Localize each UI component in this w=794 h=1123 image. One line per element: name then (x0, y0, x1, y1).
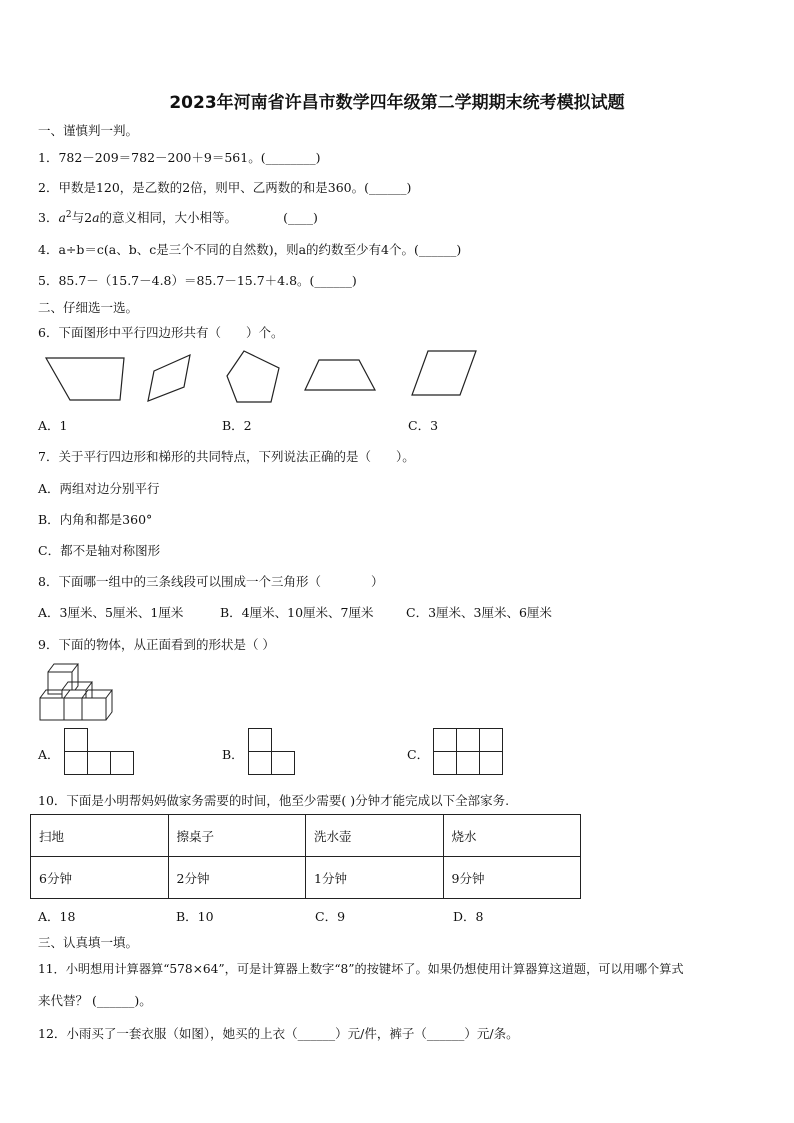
q3-variable-a: a (58, 210, 66, 225)
question-11-line-2: 来代替？ (______)。 (38, 993, 152, 1008)
q10-option-a[interactable]: A．18 (38, 909, 76, 924)
chores-table (30, 814, 581, 899)
q6-option-a[interactable]: A．1 (38, 418, 68, 433)
question-4: 4．a÷b＝c(a、b、c是三个不同的自然数)，则a的约数至少有4个。(______) (38, 242, 462, 257)
q10-option-b[interactable]: B．10 (176, 909, 214, 924)
q8-option-b[interactable]: B．4厘米、10厘米、7厘米 (220, 605, 374, 620)
q10-option-d[interactable]: D．8 (453, 909, 484, 924)
pentagon-shape (225, 349, 283, 405)
q9-option-a[interactable]: A． (38, 747, 60, 762)
q3-blank: (____) (283, 210, 318, 225)
table-cell: 擦桌子 (168, 815, 306, 857)
question-7-stem: 7．关于平行四边形和梯形的共同特点，下列说法正确的是（ ）。 (38, 449, 415, 464)
table-header-row (31, 815, 581, 857)
parallelogram-shape-1 (146, 353, 194, 403)
q9-option-b[interactable]: B． (222, 747, 244, 762)
table-cell: 6分钟 (31, 857, 169, 899)
question-10-stem: 10．下面是小明帮妈妈做家务需要的时间，他至少需要( )分钟才能完成以下全部家务. (38, 793, 510, 808)
table-cell: 烧水 (443, 815, 581, 857)
question-12: 12．小雨买了一套衣服（如图），她买的上衣（______）元/件，裤子（______）元/条。 (38, 1026, 519, 1041)
section-heading-judge: 一、谨慎判一判。 (38, 123, 139, 138)
cube-stack-figure (38, 660, 122, 722)
q3-exponent: 2 (65, 209, 72, 220)
q7-option-a[interactable]: A．两组对边分别平行 (38, 481, 160, 496)
q3-middle: 与2 (71, 210, 93, 225)
trapezoid-shape-1 (44, 355, 128, 403)
parallelogram-shape-2 (410, 349, 478, 397)
question-3 (38, 208, 318, 226)
q3-variable-a2: a (92, 210, 100, 225)
q7-option-c[interactable]: C．都不是轴对称图形 (38, 543, 161, 558)
table-cell: 1分钟 (306, 857, 444, 899)
question-9-stem: 9．下面的物体，从正面看到的形状是（ ） (38, 637, 275, 652)
question-11-line-1: 11．小明想用计算器算“578×64”，可是计算器上数字“8”的按键坏了。如果仍想使用计算器算这道题，可以用哪个算式 (38, 962, 684, 976)
table-cell: 洗水壶 (306, 815, 444, 857)
q6-option-c[interactable]: C．3 (408, 418, 439, 433)
q7-option-b[interactable]: B．内角和都是360° (38, 512, 153, 527)
page-title: 2023年河南省许昌市数学四年级第二学期期末统考模拟试题 (169, 93, 625, 113)
trapezoid-shape-2 (303, 358, 377, 392)
q3-suffix: 的意义相同，大小相等。 (99, 210, 238, 225)
q9-option-c[interactable]: C． (407, 747, 430, 762)
question-5: 5．85.7－（15.7－4.8）＝85.7－15.7＋4.8。(______) (38, 273, 357, 288)
q8-option-a[interactable]: A．3厘米、5厘米、1厘米 (38, 605, 184, 620)
table-row (31, 857, 581, 899)
q10-option-c[interactable]: C．9 (315, 909, 346, 924)
q6-option-b[interactable]: B．2 (222, 418, 252, 433)
table-cell: 2分钟 (168, 857, 306, 899)
q8-option-c[interactable]: C．3厘米、3厘米、6厘米 (406, 605, 552, 620)
section-heading-choose: 二、仔细选一选。 (38, 300, 139, 315)
question-2: 2．甲数是120，是乙数的2倍，则甲、乙两数的和是360。(______) (38, 180, 412, 195)
section-heading-fill: 三、认真填一填。 (38, 935, 139, 950)
q3-prefix: 3． (38, 210, 59, 225)
table-cell: 9分钟 (443, 857, 581, 899)
table-cell: 扫地 (31, 815, 169, 857)
question-8-stem: 8．下面哪一组中的三条线段可以围成一个三角形（ ） (38, 574, 384, 589)
question-6-stem: 6．下面图形中平行四边形共有（ ）个。 (38, 325, 284, 340)
question-1: 1．782－209＝782－200＋9＝561。(________) (38, 150, 321, 165)
